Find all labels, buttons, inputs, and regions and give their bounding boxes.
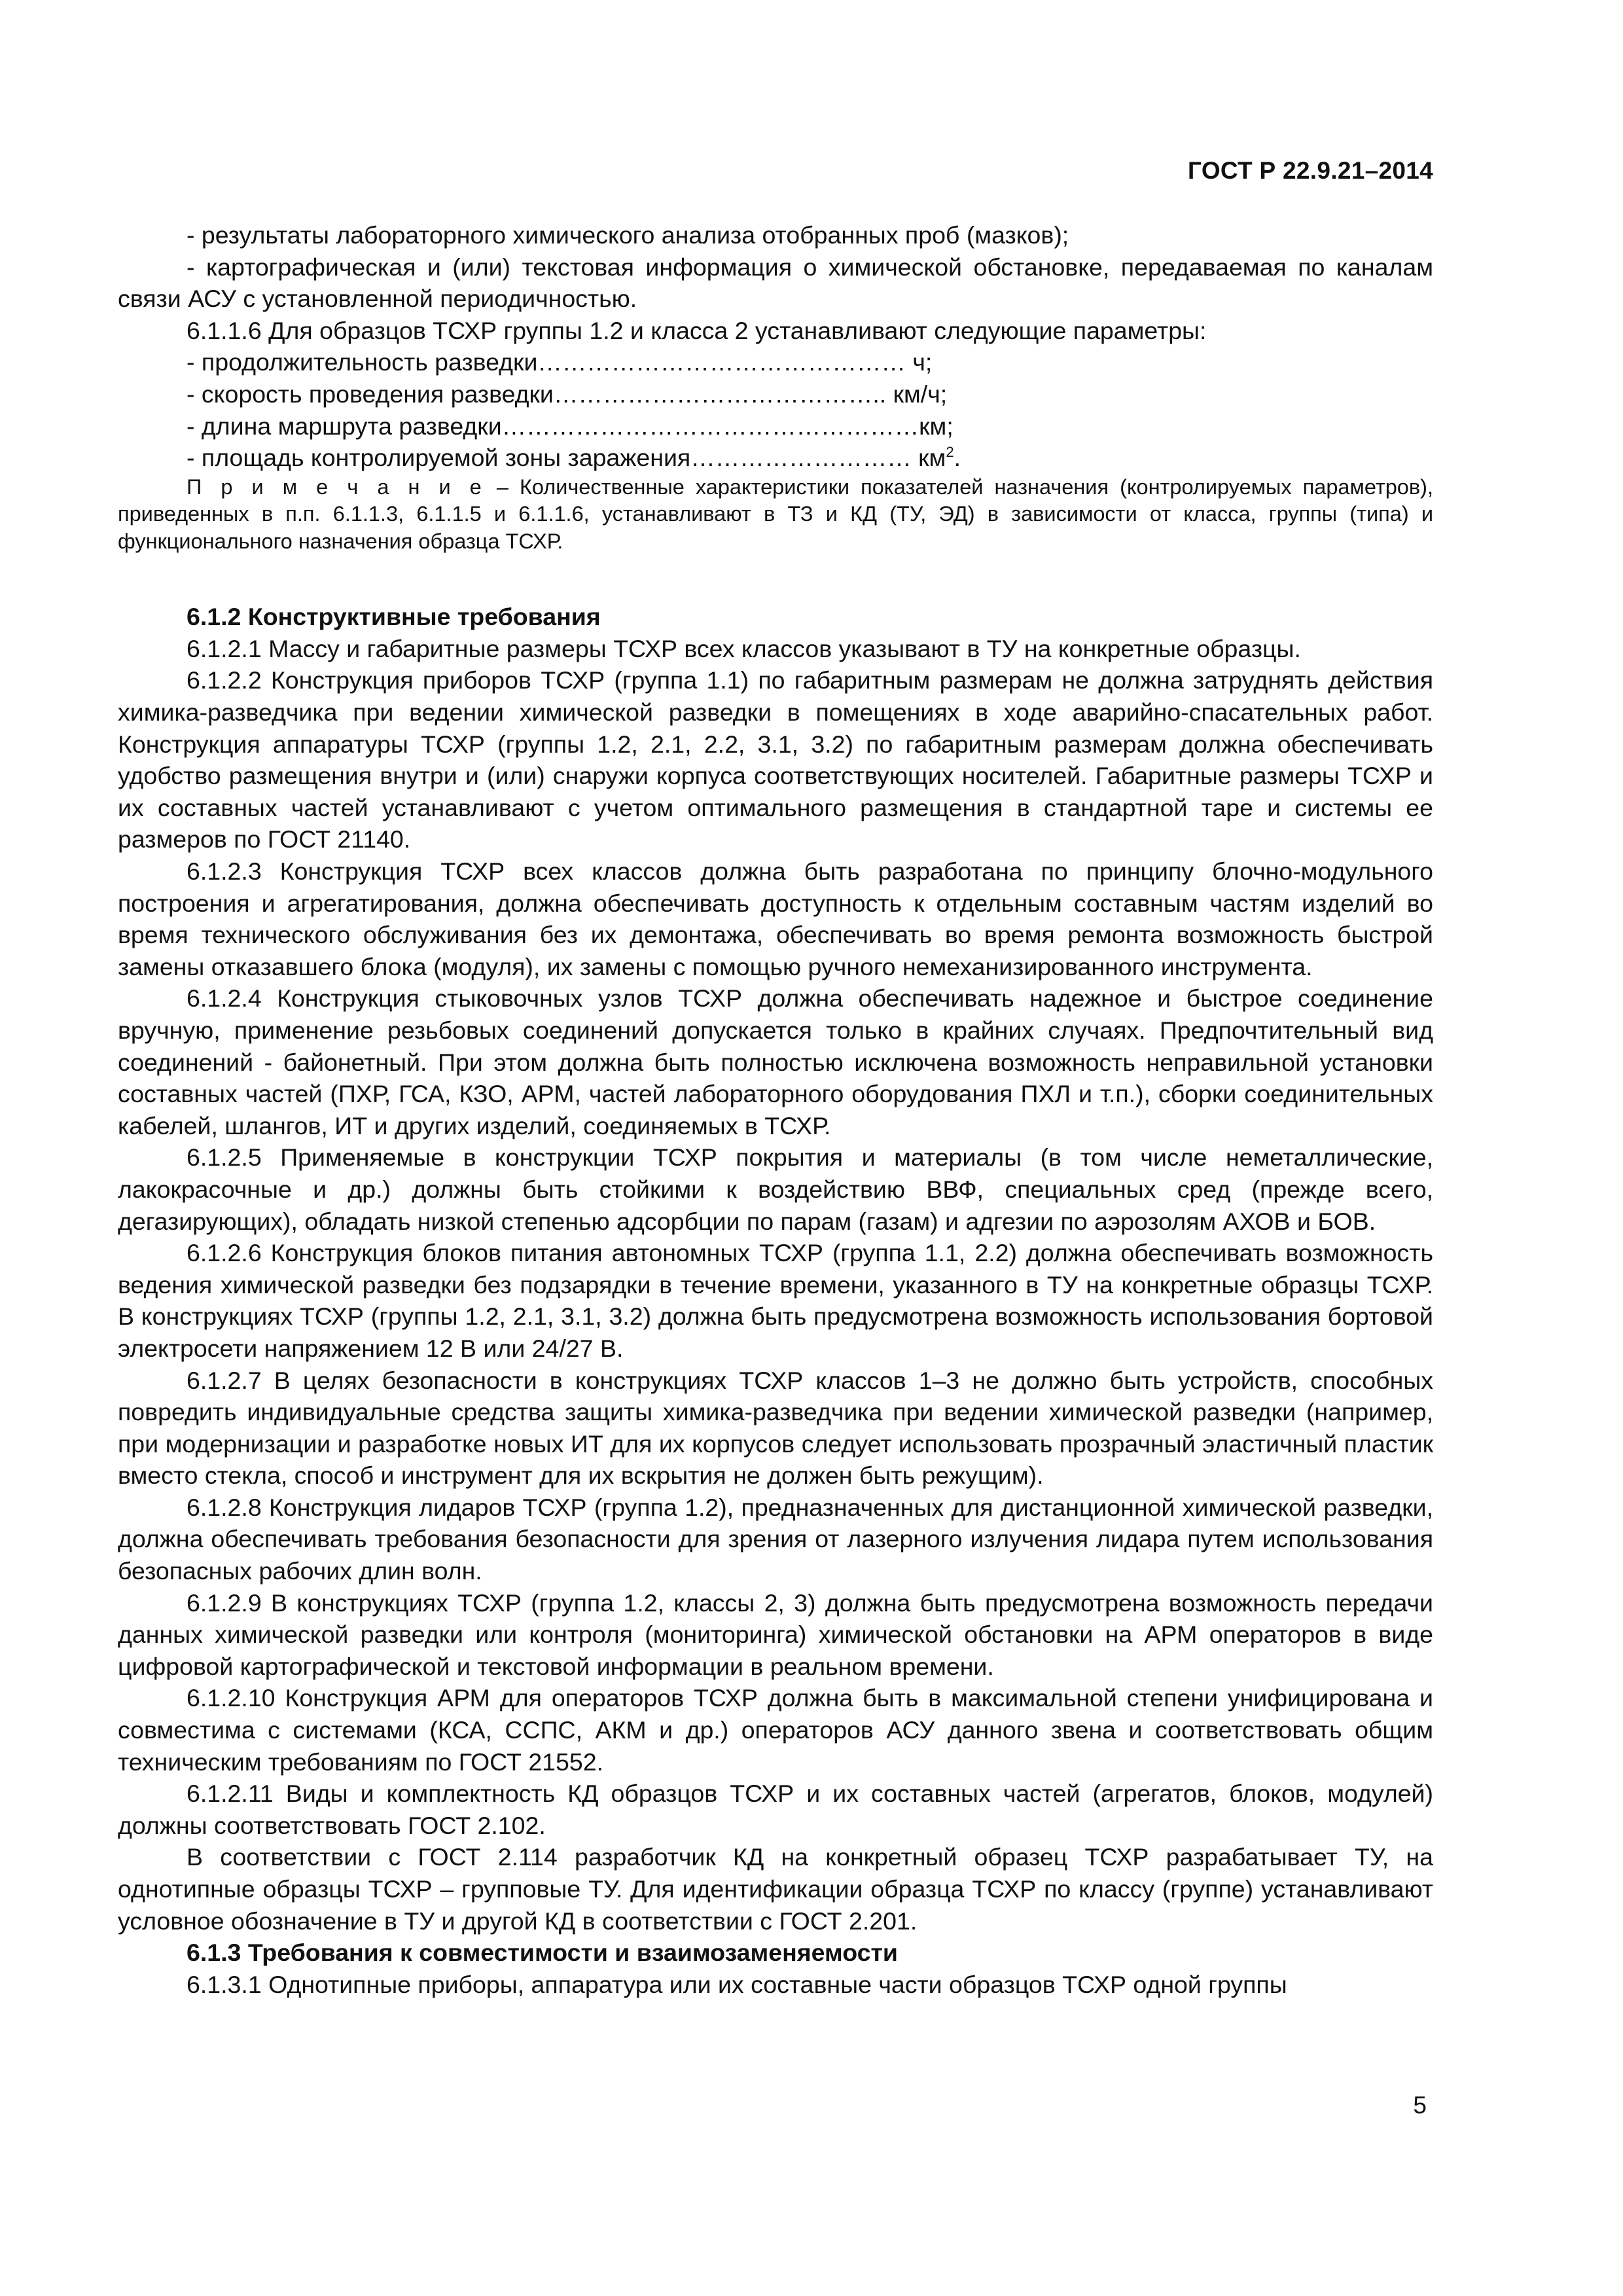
list-item <box>118 442 1433 474</box>
document-code: ГОСТ Р 22.9.21–2014 <box>1188 157 1433 184</box>
clause-6-1-2-4: 6.1.2.4 Конструкция стыковочных узлов ТСХР должна обеспечивать надежное и быстрое соединение вручную, применение резьбовых соединений допускается только в крайних случаях. Предпочтительный вид соединений - байонетный. При этом должна быть полностью исключена возможность неправильной установки составных частей (ПХР, ГСА, КЗО, АРМ, частей лабораторного оборудования ПХЛ и т.п.), сборки соединительных кабелей, шлангов, ИТ и других изделий, соединяемых в ТСХР. <box>118 984 1433 1139</box>
section-heading-6-1-2: 6.1.2 Конструктивные требования <box>187 603 601 631</box>
clause-6-1-2-5: 6.1.2.5 Применяемые в конструкции ТСХР покрытия и материалы (в том числе неметаллические, лакокрасочные и др.) должны быть стойкими к воздействию ВВФ, специальных сред (прежде всего, дегазирующих), обладать низкой степенью адсорбции по парам (газам) и адгезии по аэрозолям АХОВ и БОВ. <box>118 1143 1433 1235</box>
spacer <box>118 555 1433 601</box>
clause-6-1-1-6: 6.1.1.6 Для образцов ТСХР группы 1.2 и класса 2 устанавливают следующие параметры: <box>187 316 1207 344</box>
clause-6-1-3-1: 6.1.3.1 Однотипные приборы, аппаратура или их составные части образцов ТСХР одной группы <box>187 1970 1287 1998</box>
clause-6-1-2-11: 6.1.2.11 Виды и комплектность КД образцов ТСХР и их составных частей (агрегатов, блоков, модулей) должны соответствовать ГОСТ 2.102. <box>118 1780 1433 1839</box>
note <box>118 474 1433 556</box>
list-item: - продолжительность разведки……………………………………… ч; <box>187 348 933 376</box>
clause-6-1-2-1: 6.1.2.1 Массу и габаритные размеры ТСХР всех классов указывают в ТУ на конкретные образцы. <box>187 634 1301 662</box>
list-item: - картографическая и (или) текстовая информация о химической обстановке, передаваемая по каналам связи АСУ с установленной периодичностью. <box>118 253 1433 313</box>
list-item: - скорость проведения разведки………………………………….. км/ч; <box>187 380 948 408</box>
clause-6-1-2-6: 6.1.2.6 Конструкция блоков питания автономных ТСХР (группа 1.1, 2.2) должна обеспечивать возможность ведения химической разведки без подзарядки в течение времени, указанного в ТУ на конкретные образцы ТСХР. В конструкциях ТСХР (группы 1.2, 2.1, 3.1, 3.2) должна быть предусмотрена возможность использования бортовой электросети напряжением 12 В или 24/27 В. <box>118 1239 1433 1362</box>
note-text: – Количественные характеристики показателей назначения (контролируемых параметров), приведенных в п.п. 6.1.1.3, 6.1.1.5 и 6.1.1.6, устанавливают в ТЗ и КД (ТУ, ЭД) в зависимости от класса, группы (типа) и функционального назначения образца ТСХР. <box>118 475 1433 553</box>
clause-6-1-2-7: 6.1.2.7 В целях безопасности в конструкциях ТСХР классов 1–3 не должно быть устройств, способных повредить индивидуальные средства защиты химика-разведчика при ведении химической разведки (например, при модернизации и разработке новых ИТ для их корпусов следует использовать прозрачный эластичный пластик вместо стекла, способ и инструмент для их вскрытия не должен быть режущим). <box>118 1366 1433 1490</box>
clause-6-1-2-3: 6.1.2.3 Конструкция ТСХР всех классов должна быть разработана по принципу блочно-модульного построения и агрегатирования, должна обеспечивать доступность к отдельным составным частям изделий во время технического обслуживания без их демонтажа, обеспечивать во время ремонта возможность быстрой замены отказавшего блока (модуля), их замены с помощью ручного немеханизированного инструмента. <box>118 857 1433 980</box>
clause-6-1-2-8: 6.1.2.8 Конструкция лидаров ТСХР (группа 1.2), предназначенных для дистанционной химической разведки, должна обеспечивать требования безопасности для зрения от лазерного излучения лидара путем использования безопасных рабочих длин волн. <box>118 1493 1433 1585</box>
page-body <box>118 219 1433 2000</box>
superscript: 2 <box>946 444 954 461</box>
clause-6-1-2-2: 6.1.2.2 Конструкция приборов ТСХР (группа 1.1) по габаритным размерам не должна затруднять действия химика-разведчика при ведении химической разведки в помещениях в ходе аварийно-спасательных работ. Конструкция аппаратуры ТСХР (группы 1.2, 2.1, 2.2, 3.1, 3.2) по габаритным размерам должна обеспечивать удобство размещения внутри и (или) снаружи корпуса соответствующих носителей. Габаритные размеры ТСХР и их составных частей устанавливают с учетом оптимального размещения в стандартной таре и системы ее размеров по ГОСТ 21140. <box>118 666 1433 853</box>
paragraph-gost-2-114: В соответствии с ГОСТ 2.114 разработчик КД на конкретный образец ТСХР разрабатывает ТУ, на однотипные образцы ТСХР – групповые ТУ. Для идентификации образца ТСХР по классу (группе) устанавливают условное обозначение в ТУ и другой КД в соответствии с ГОСТ 2.201. <box>118 1843 1433 1935</box>
note-label: П р и м е ч а н и е <box>187 475 486 499</box>
list-item-end: . <box>954 444 961 472</box>
list-item: - длина маршрута разведки……………………………………………км; <box>187 412 954 440</box>
page-number: 5 <box>1413 2092 1427 2119</box>
section-heading-6-1-3: 6.1.3 Требования к совместимости и взаимозаменяемости <box>187 1939 898 1967</box>
list-item: - результаты лабораторного химического анализа отобранных проб (мазков); <box>187 221 1069 249</box>
list-item-text: - площадь контролируемой зоны заражения……………………… км <box>187 444 946 472</box>
clause-6-1-2-9: 6.1.2.9 В конструкциях ТСХР (группа 1.2, классы 2, 3) должна быть предусмотрена возможность передачи данных химической разведки или контроля (мониторинга) химической обстановки на АРМ операторов в виде цифровой картографической и текстовой информации в реальном времени. <box>118 1588 1433 1680</box>
clause-6-1-2-10: 6.1.2.10 Конструкция АРМ для операторов ТСХР должна быть в максимальной степени унифицирована и совместима с системами (КСА, ССПС, АКМ и др.) операторов АСУ данного звена и соответствовать общим техническим требованиям по ГОСТ 21552. <box>118 1684 1433 1776</box>
